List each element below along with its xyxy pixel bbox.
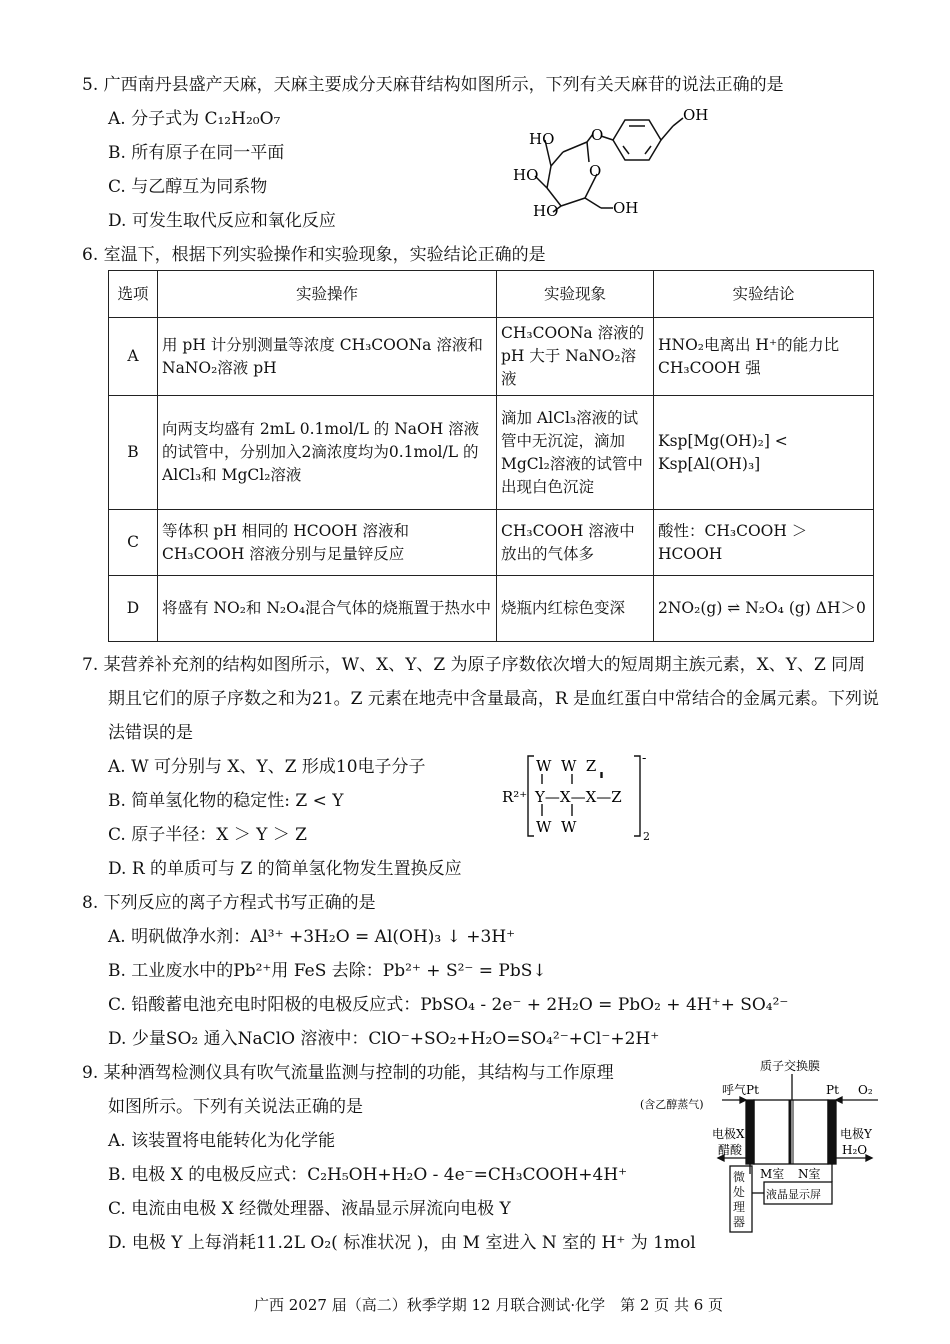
ho-label-3: HO bbox=[533, 202, 559, 220]
row-b-phenomenon: 滴加 AlCl₃溶液的试管中无沉淀，滴加 MgCl₂溶液的试管中出现白色沉淀 bbox=[497, 396, 654, 510]
row-d-operation: 将盛有 NO₂和 N₂O₄混合气体的烧瓶置于热水中 bbox=[158, 576, 497, 642]
row-a-option: A bbox=[109, 318, 158, 396]
structure-subscript: 2 bbox=[643, 830, 650, 843]
row-d-conclusion: 2NO₂(g) ⇌ N₂O₄ (g) ΔH＞0 bbox=[654, 576, 874, 642]
q8-option-d: D. 少量SO₂ 通入NaClO 溶液中：ClO⁻+SO₂+H₂O=SO₄²⁻+Cl⁻+2H⁺ bbox=[108, 1029, 660, 1049]
o-ring-label: O bbox=[589, 162, 602, 180]
row-a-operation: 用 pH 计分别测量等浓度 CH₃COONa 溶液和 NaNO₂溶液 pH bbox=[158, 318, 497, 396]
header-operation: 实验操作 bbox=[158, 271, 497, 318]
row-a-phenomenon: CH₃COONa 溶液的 pH 大于 NaNO₂溶液 bbox=[497, 318, 654, 396]
m-room-label: M室 bbox=[760, 1167, 785, 1181]
o2-label: O₂ bbox=[858, 1083, 873, 1097]
q8-option-b: B. 工业废水中的Pb²⁺用 FeS 去除：Pb²⁺ + S²⁻ = PbS↓ bbox=[108, 961, 547, 981]
q7-stem-line1: 7. 某营养补充剂的结构如图所示，W、X、Y、Z 为原子序数依次增大的短周期主族元素，X、Y、Z 同周 bbox=[82, 655, 866, 675]
q5-option-b: B. 所有原子在同一平面 bbox=[108, 143, 285, 163]
row-b-operation: 向两支均盛有 2mL 0.1mol/L 的 NaOH 溶液的试管中，分别加入2滴浓度均为0.1mol/L 的 AlCl₃和 MgCl₂溶液 bbox=[158, 396, 497, 510]
table-header-row bbox=[109, 271, 874, 318]
electrode-y-label: 电极Y bbox=[840, 1127, 872, 1141]
lcd-label: 液晶显示屏 bbox=[766, 1188, 821, 1201]
row-b-option: B bbox=[109, 396, 158, 510]
q9-option-b: B. 电极 X 的电极反应式：C₂H₅OH+H₂O - 4e⁻=CH₃COOH+4H⁺ bbox=[108, 1165, 628, 1185]
header-phenomenon: 实验现象 bbox=[497, 271, 654, 318]
breath-note-label: (含乙醇蒸气) bbox=[640, 1098, 704, 1111]
q9-option-d: D. 电极 Y 上每消耗11.2L O₂( 标准状况 )，由 M 室进入 N 室的 H⁺ 为 1mol bbox=[108, 1233, 696, 1253]
row-c-conclusion: 酸性：CH₃COOH ＞ HCOOH bbox=[654, 510, 874, 576]
structure-top-row: W W Z bbox=[536, 757, 597, 775]
row-d-option: D bbox=[109, 576, 158, 642]
breath-label: 呼气 bbox=[722, 1083, 747, 1097]
gastrodin-structure bbox=[505, 100, 725, 225]
header-conclusion: 实验结论 bbox=[654, 271, 874, 318]
q8-option-a: A. 明矾做净水剂：Al³⁺ +3H₂O = Al(OH)₃ ↓ +3H⁺ bbox=[108, 927, 516, 947]
row-c-operation: 等体积 pH 相同的 HCOOH 溶液和 CH₃COOH 溶液分别与足量锌反应 bbox=[158, 510, 497, 576]
structure-charge: - bbox=[642, 752, 647, 766]
supplement-structure bbox=[500, 752, 660, 844]
pt-left-label: Pt bbox=[746, 1083, 759, 1097]
q9-stem-line2: 如图所示。下列有关说法正确的是 bbox=[108, 1097, 363, 1117]
table-row bbox=[109, 396, 874, 510]
ho-label-2: HO bbox=[513, 166, 539, 184]
membrane-label: 质子交换膜 bbox=[760, 1059, 821, 1073]
q7-option-a: A. W 可分别与 X、Y、Z 形成10电子分子 bbox=[108, 757, 426, 777]
q9-option-c: C. 电流由电极 X 经微处理器、液晶显示屏流向电极 Y bbox=[108, 1199, 511, 1219]
micro-processor-label: 微处理器 bbox=[733, 1170, 746, 1229]
q8-stem: 8. 下列反应的离子方程式书写正确的是 bbox=[82, 893, 376, 913]
q7-option-d: D. R 的单质可与 Z 的简单氢化物发生置换反应 bbox=[108, 859, 462, 879]
structure-bottom-row: W W bbox=[536, 818, 577, 836]
q8-option-c: C. 铅酸蓄电池充电时阳极的电极反应式：PbSO₄ - 2e⁻ + 2H₂O = PbO₂ + 4H⁺+ SO₄²⁻ bbox=[108, 995, 789, 1015]
row-c-option: C bbox=[109, 510, 158, 576]
acetic-acid-label: 醋酸 bbox=[718, 1143, 743, 1157]
n-room-label: N室 bbox=[798, 1167, 821, 1181]
q9-stem-line1: 9. 某种酒驾检测仪具有吹气流量监测与控制的功能，其结构与工作原理 bbox=[82, 1063, 614, 1083]
row-b-conclusion: Ksp[Mg(OH)₂] < Ksp[Al(OH)₃] bbox=[654, 396, 874, 510]
pt-right-label: Pt bbox=[826, 1083, 839, 1097]
table-row bbox=[109, 576, 874, 642]
water-label: H₂O bbox=[842, 1143, 868, 1157]
q5-stem: 5. 广西南丹县盛产天麻，天麻主要成分天麻苷结构如图所示，下列有关天麻苷的说法正确的是 bbox=[82, 75, 784, 95]
oh-label-ch2: OH bbox=[613, 199, 639, 217]
q5-option-a: A. 分子式为 C₁₂H₂₀O₇ bbox=[108, 109, 281, 129]
row-d-phenomenon: 烧瓶内红棕色变深 bbox=[497, 576, 654, 642]
q7-stem-line3: 法错误的是 bbox=[108, 723, 193, 743]
q5-option-c: C. 与乙醇互为同系物 bbox=[108, 177, 268, 197]
ho-label-1: HO bbox=[529, 130, 555, 148]
q5-option-d: D. 可发生取代反应和氧化反应 bbox=[108, 211, 336, 231]
header-option: 选项 bbox=[109, 271, 158, 318]
breathalyzer-diagram bbox=[636, 1058, 886, 1236]
q7-option-c: C. 原子半径：X ＞ Y ＞ Z bbox=[108, 825, 307, 845]
electrode-x-label: 电极X bbox=[712, 1127, 745, 1141]
oh-label-top: OH bbox=[683, 106, 709, 124]
structure-main-chain: Y—X—X—Z bbox=[535, 788, 622, 806]
q7-stem-line2: 期且它们的原子序数之和为21。Z 元素在地壳中含量最高，R 是血红蛋白中常结合的金属元素。下列说 bbox=[108, 689, 880, 709]
o-link-label: O bbox=[591, 126, 604, 144]
q6-stem: 6. 室温下，根据下列实验操作和实验现象，实验结论正确的是 bbox=[82, 245, 546, 265]
row-c-phenomenon: CH₃COOH 溶液中放出的气体多 bbox=[497, 510, 654, 576]
q9-option-a: A. 该装置将电能转化为化学能 bbox=[108, 1131, 336, 1151]
table-row bbox=[109, 510, 874, 576]
structure-r-cation: R²⁺ bbox=[502, 788, 528, 806]
row-a-conclusion: HNO₂电离出 H⁺的能力比 CH₃COOH 强 bbox=[654, 318, 874, 396]
q6-table bbox=[108, 270, 874, 642]
q7-option-b: B. 简单氢化物的稳定性: Z < Y bbox=[108, 791, 344, 811]
table-row bbox=[109, 318, 874, 396]
page-footer: 广西 2027 届（高二）秋季学期 12 月联合测试·化学 第 2 页 共 6 页 bbox=[254, 1296, 724, 1314]
